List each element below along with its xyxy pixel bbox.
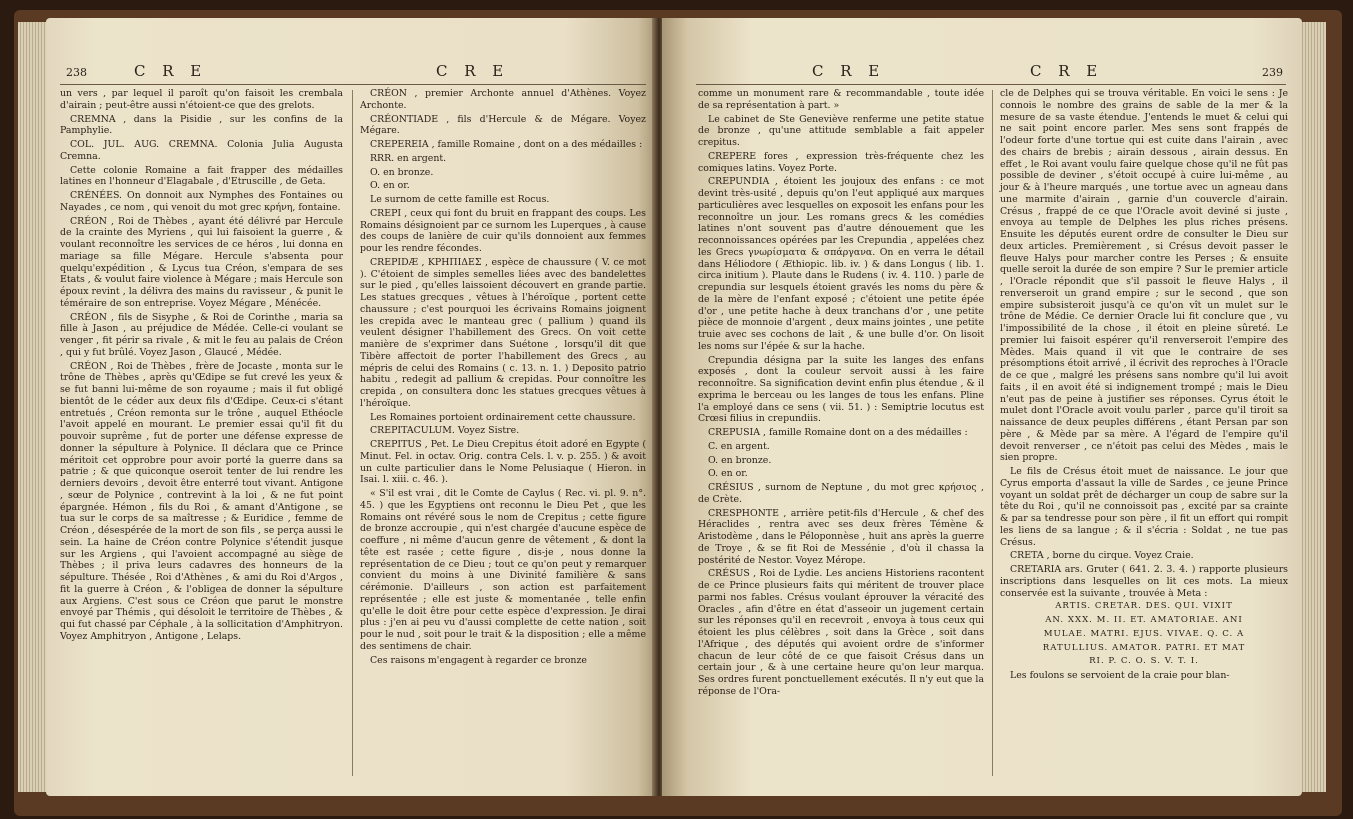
paragraph: CREPI , ceux qui font du bruit en frappant des coups. Les Romains désignoient par ce surnom les Luperques , à cause des coups de lanière de cuir qu'ils donnoient aux femmes pour les rendre fécondes. — [360, 207, 646, 254]
paragraph: CREMNA , dans la Pisidie , sur les confins de la Pamphylie. — [60, 113, 343, 137]
paragraph: CREPUNDIA , étoient les joujoux des enfans : ce mot devint très-usité , depuis qu'on l'eut appliqué aux marques particulières avec lesquelles on exposoit les enfans pour les reconnoître un jour. Les romans grecs & les comédies latines n'ont souvent pas d'autre dénouement que les reconnoissances opérées par les Crepundia , appelées chez les Grecs γνωρίσματα & σπάργανα. On en verra le détail dans Héliodore ( Æthiopic. lib. iv. ) & dans Longus ( lib. 1. circa initium ). Plaute dans le Rudens ( iv. 4. 110. ) parle de crepundia sur lesquels étoient gravés les noms du père & de la mère de l'enfant exposé ; c'étoient une petite épée d'or , une petite hache à deux tranchans d'or , une petite pièce de monnoie d'argent , deux mains jointes , une petite truie avec ses cochons de lait , & une bulle d'or. On lisoit les noms sur l'épée & sur la hache. — [698, 176, 984, 352]
paragraph: CRÉON , Roi de Thèbes , ayant été délivré par Hercule de la crainte des Myriens , qui lui faisoient la guerre , & voulant reconnoître les services de ce héros , lui donna en mariage sa fille Mégare. Hercule s'absenta pour quelqu'expédition , & Lycus tua Créon, s'empara de ses Etats , & voulut faire violence à Mégare ; mais Hercule son époux revint , la délivra des mains du ravisseur , & punit le téméraire de son entreprise. Voyez Mégare , Ménécée. — [60, 215, 343, 309]
inscription-line: RATULLIUS. AMATOR. PATRI. ET MAT — [1042, 642, 1246, 653]
paragraph: Le fils de Crésus étoit muet de naissance. Le jour que Cyrus emporta d'assaut la ville de Sardes , ce jeune Prince voyant un soldat prêt de décharger un coup de sabre sur la tête du Roi , qu'il ne connoissoit pas , excité par sa crainte & par sa tendresse pour son père , il fit un effort qui rompit les liens de sa langue ; & il s'écria : Soldat , ne tue pas Crésus. — [1000, 466, 1288, 548]
paragraph: Les foulons se servoient de la craie pour blan- — [1010, 670, 1230, 681]
page-number: 239 — [1262, 66, 1283, 79]
header-rule — [60, 84, 646, 85]
paragraph: CRÉONTIADE , fils d'Hercule & de Mégare. Voyez Mégare. — [360, 113, 646, 137]
paragraph: C. en argent. — [708, 440, 770, 452]
column-rule — [992, 90, 993, 776]
running-head: C R E — [1030, 62, 1104, 80]
right-page-edges — [1300, 22, 1326, 792]
inscription-line: RI. P. C. O. S. V. T. I. — [1089, 656, 1199, 667]
running-head: C R E — [436, 62, 510, 80]
paragraph: O. en bronze. — [708, 454, 772, 466]
paragraph: CREPIDÆ , KPHΠIΔEΣ , espèce de chaussure ( V. ce mot ). C'étoient de simples semelles liées avec des bandelettes sur le pied , qu'elles laissoient découvert en grande partie. Les statues grecques , vêtues à l'héroïque , portent cette chaussure ; c'est pourquoi les écrivains Romains joignent les crepida avec le manteau grec ( pallium ) quand ils veulent désigner l'habillement des Grecs. On voit cette manière de s'exprimer dans Suétone , lorsqu'il dit que Tibère affectoit de porter l'habillement des Grecs , au mépris de celui des Romains ( c. 13. n. 1. ) Deposito patrio habitu , redegit ad pallium & crepidas. Pour connoître les crepida , on consultera donc les statues grecques vêtues à l'héroïque. — [360, 256, 646, 409]
paragraph: CRÉSIUS , surnom de Neptune , du mot grec κρήσιος , de Crète. — [698, 482, 984, 505]
running-head: C R E — [812, 62, 886, 80]
paragraph: comme un monument rare & recommandable , toute idée de sa représentation à part. » — [698, 88, 984, 111]
paragraph: Le cabinet de Ste Geneviève renferme une petite statue de bronze , qu'une attitude semblable a fait appeler crepitus. — [698, 113, 984, 148]
paragraph: COL. JUL. AUG. CREMNA. Colonia Julia Augusta Cremna. — [60, 139, 343, 162]
paragraph: CRETARIA ars. Gruter ( 641. 2. 3. 4. ) rapporte plusieurs inscriptions dans lesquelles on lit ces mots. La mieux conservée est la suivante , trouvée à Meta : — [1000, 564, 1288, 599]
text-column-1 — [698, 88, 984, 700]
paragraph: CRÉNÉES. On donnoit aux Nymphes des Fontaines ou Nayades , ce nom , qui venoit du mot grec κρήνη, fontaine. — [60, 190, 343, 213]
paragraph: Ces raisons m'engagent à regarder ce bronze — [370, 654, 587, 666]
left-page-edges — [18, 22, 48, 792]
paragraph: CRETA , borne du cirque. Voyez Craie. — [1010, 550, 1194, 562]
paragraph: CREPUSIA , famille Romaine dont on a des médailles : — [708, 427, 968, 438]
left-page — [46, 18, 656, 796]
text-column-1 — [60, 88, 343, 645]
right-page — [662, 18, 1302, 796]
page-number: 238 — [66, 66, 87, 79]
paragraph: CRÉON , Roi de Thèbes , frère de Jocaste , monta sur le trône de Thèbes , après qu'Œdipe se fut crevé les yeux & se fut banni lui-même de son royaume ; mais il fut obligé bientôt de le céder aux deux fils d'Œdipe. Ceux-ci s'étant entretués , Créon remonta sur le trône , auquel Ethéocle l'avoit appelé en mourant. Le premier essai qu'il fit du pouvoir suprême , fut de porter une défense expresse de donner la sépulture à Polynice. Il déclara que ce Prince méritoit cet opprobre pour avoir porté la guerre dans sa patrie ; & que quiconque oseroit tenter de lui rendre les derniers devoirs , devoit être enterré tout vivant. Antigone , sœur de Polynice , contrevint à la loi , & ne fut point épargnée. Hémon , fils du Roi , & amant d'Antigone , se tua sur le corps de sa maîtresse ; & Euridice , femme de Créon , désespérée de la mort de son fils , se perça aussi le sein. La haine de Créon contre Polynice s'étendit jusque sur les Argiens , qui l'avoient accompagné au siège de Thèbes ; il priva leurs cadavres des honneurs de la sépulture. Thésée , Roi d'Athènes , & ami du Roi d'Argos , fit la guerre à Créon , & l'obligea de donner la sépulture aux Argiens. C'est sous ce Créon que parut le monstre envoyé par Thémis , qui désoloit le territoire de Thèbes , & qui fut chassé par Céphale , à la sollicitation d'Amphitryon. Voyez Amphitryon , Antigone , Lelaps. — [60, 360, 343, 642]
paragraph: cle de Delphes qui se trouva véritable. En voici le sens : Je connois le nombre des grains de sable de la mer & la mesure de sa vaste étendue. J'entends le muet & celui qui ne sait point encore parler. Mes sens sont frappés de l'odeur forte d'une tortue qui est cuite dans l'airain , avec des chairs de brebis ; airain dessous , airain dessus. En effet , le Roi avant voulu faire quelque chose qu'il ne fût pas possible de deviner , s'étoit occupé à cuire lui-même , au jour & à l'heure marqués , une tortue avec un agneau dans une marmite d'airain , garnie d'un couvercle d'airain. Crésus , frappé de ce que l'Oracle avoit deviné si juste , envoya au temple de Delphes les plus riches présens. Ensuite les députés eurent ordre de consulter le Dieu sur deux articles. Premièrement , si Crésus devoit passer le fleuve Halys pour marcher contre les Perses ; & ensuite quelle seroit la durée de son empire ? Sur le premier article , l'Oracle répondit que s'il passoit le fleuve Halys , il renverseroit un grand empire ; sur le second , que son empire subsisteroit jusqu'à ce qu'on vît un mulet sur le trône de Médie. Ce dernier Oracle lui fit conclure que , vu l'impossibilité de la chose , il étoit en pleine sûreté. Le premier lui faisoit espérer qu'il renverseroit l'empire des Mèdes. Mais quand il vit que le contraire de ses présomptions étoit arrivé , il écrivit des reproches à l'Oracle de ce que , malgré les présens sans nombre qu'il lui avoit faits , il en avoit été si indignement trompé ; mais le Dieu n'eut pas de peine à justifier ses réponses. Cyrus étoit le mulet dont l'Oracle avoit voulu parler , parce qu'il tiroit sa naissance de deux peuples différens , étant Persan par son père , & Mède par sa mère. A l'égard de l'empire qu'il devoit renverser , ce n'étoit pas celui des Mèdes , mais le sien propre. — [1000, 88, 1288, 464]
paragraph: CREPERE fores , expression très-fréquente chez les comiques latins. Voyez Porte. — [698, 150, 984, 174]
text-column-2 — [1000, 88, 1288, 684]
paragraph: CREPEREIA , famille Romaine , dont on a des médailles : — [370, 139, 643, 150]
inscription-line: AN. XXX. M. II. ET. AMATORIAE. ANI — [1045, 615, 1243, 625]
paragraph: Crepundia désigna par la suite les langes des enfans exposés , dont la couleur servoit aussi à les faire reconnoître. Sa signification devint enfin plus étendue , & il exprima le berceau ou les langes de tous les enfans. Pline l'a employé dans ce sens ( vii. 51. ) : Semiptrie locutus est Crœsi filius in crepundiis. — [698, 354, 984, 425]
paragraph: Cette colonie Romaine a fait frapper des médailles latines en l'honneur d'Elagabale , d'Etruscille , de Geta. — [60, 164, 343, 188]
paragraph: CREPITACULUM. Voyez Sistre. — [370, 425, 520, 437]
paragraph: CREPITUS , Pet. Le Dieu Crepitus étoit adoré en Egypte ( Minut. Fel. in octav. Orig. contra Cels. l. v. p. 255. ) & avoit un culte particulier dans le Nome Pelusiaque ( Hieron. in Isai. l. xiii. c. 46. ). — [360, 439, 646, 486]
paragraph: O. en or. — [708, 468, 748, 480]
paragraph: O. en bronze. — [370, 166, 434, 178]
paragraph: CRESPHONTE , arrière petit-fils d'Hercule , & chef des Héraclides , rentra avec ses deux frères Témène & Aristodème , dans le Péloponnèse , huit ans après la guerre de Troye , & se fit Roi de Messénie , d'où il chassa la postérité de Nestor. Voyez Mérope. — [698, 507, 984, 566]
paragraph: Les Romaines portoient ordinairement cette chaussure. — [370, 411, 636, 423]
paragraph: CRÉON , premier Archonte annuel d'Athènes. Voyez Archonte. — [360, 88, 646, 111]
paragraph: CRÉSUS , Roi de Lydie. Les anciens Historiens racontent de ce Prince plusieurs faits qui méritent de trouver place parmi nos fables. Crésus voulant éprouver la véracité des Oracles , afin d'être en état d'asseoir un jugement certain sur les réponses qu'il en recevroit , envoya à tous ceux qui étoient les plus célèbres , soit dans la Grèce , soit dans l'Afrique , des députés qui avoient ordre de s'informer chacun de leur côté de ce que faisoit Crésus dans un certain jour , & à une certaine heure qu'on leur marqua. Ses ordres furent ponctuellement exécutés. Il n'y eut que la réponse de l'Ora- — [698, 568, 984, 697]
text-column-2 — [360, 88, 646, 668]
paragraph: O. en or. — [370, 180, 410, 192]
header-rule — [696, 84, 1286, 85]
paragraph: un vers , par lequel il paroît qu'on faisoit les crembala d'airain ; peut-être aussi n'étoient-ce que des grelots. — [60, 88, 343, 111]
paragraph: CRÉON , fils de Sisyphe , & Roi de Corinthe , maria sa fille à Jason , au préjudice de Médée. Celle-ci voulant se venger , fit périr sa rivale , & mit le feu au palais de Créon , qui y fut brûlé. Voyez Jason , Glaucé , Médée. — [60, 311, 343, 358]
inscription-line: ARTIS. CRETAR. DES. QUI. VIXIT — [1055, 601, 1233, 612]
inscription-line: MULAE. MATRI. EJUS. VIVAE. Q. C. A — [1043, 628, 1245, 639]
paragraph: Le surnom de cette famille est Rocus. — [370, 194, 550, 205]
paragraph: RRR. en argent. — [370, 152, 447, 164]
paragraph: « S'il est vrai , dit le Comte de Caylus ( Rec. vi. pl. 9. n°. 45. ) que les Egyptiens ont reconnu le Dieu Pet , que les Romains ont révéré sous le nom de Crepitus ; cette figure de bronze accroupie , qui n'est chargée d'aucune espèce de coeffure , ni même d'aucun genre de vêtement , & dont la tête est rasée ; cette figure , dis-je , nous donne la représentation de ce Dieu ; tout ce qu'on peut y remarquer convient du moins à une Divinité familière & sans cérémonie. D'ailleurs , son action est parfaitement représentée ; elle est juste & momentanée , telle enfin qu'elle le doit être pour cette espèce d'expression. Je dirai plus : j'en ai peu vu d'aussi complette de cette nation , soit pour le nud , soit pour le trait & la disposition ; elle a même des sentimens de chair. — [360, 488, 646, 652]
running-head: C R E — [134, 62, 208, 80]
column-rule — [352, 90, 353, 776]
